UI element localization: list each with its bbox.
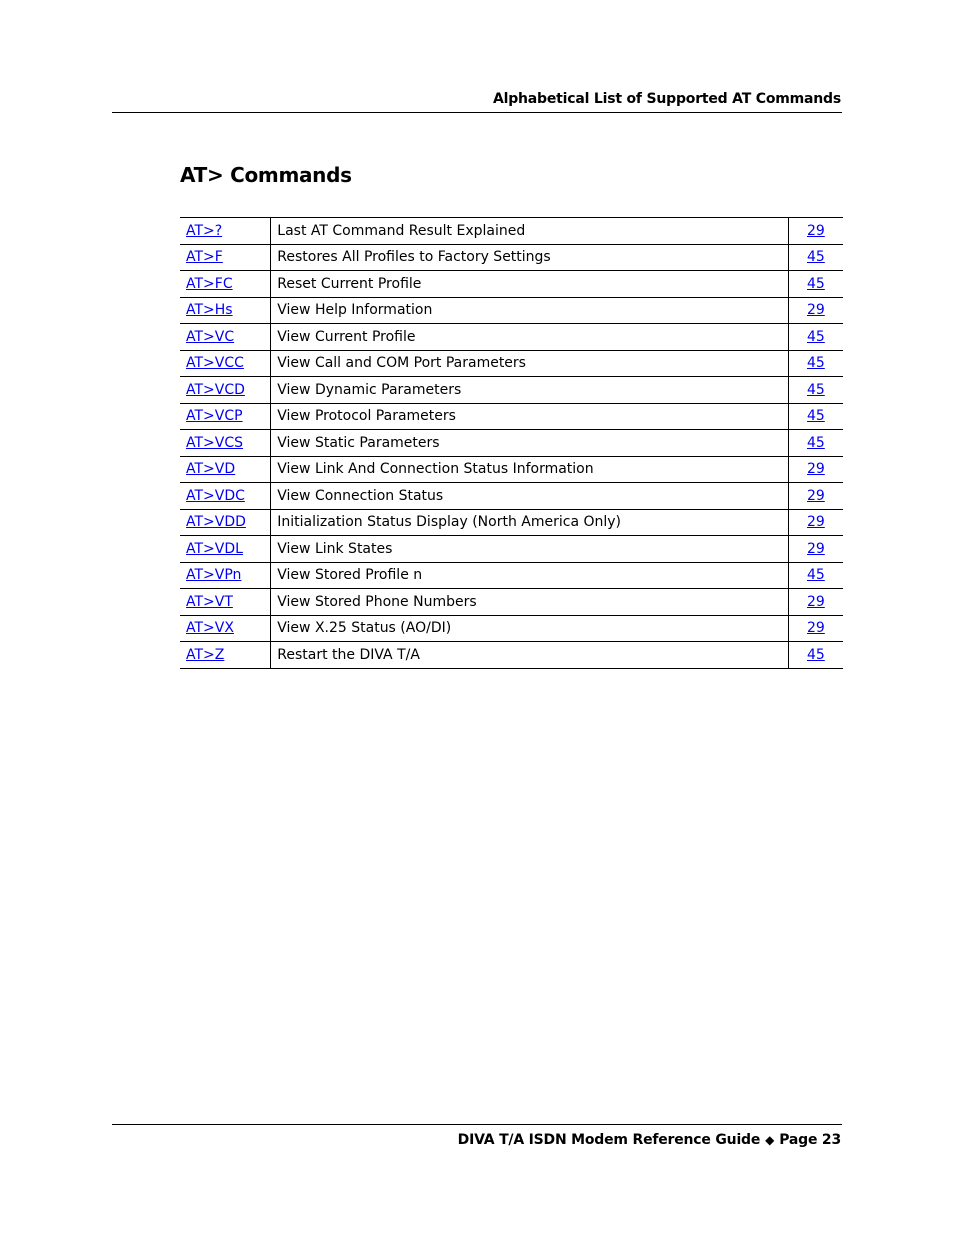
command-cell — [180, 536, 271, 563]
command-link[interactable]: AT>? — [186, 222, 223, 239]
table-row — [180, 218, 843, 245]
command-link[interactable]: AT>VCC — [186, 355, 244, 372]
page-cell — [788, 562, 843, 589]
table-row — [180, 456, 843, 483]
description-cell: View Static Parameters — [271, 430, 789, 457]
description-cell: View Link States — [271, 536, 789, 563]
table-row — [180, 244, 843, 271]
page-link[interactable]: 45 — [806, 275, 825, 292]
command-cell — [180, 430, 271, 457]
page-cell — [788, 218, 843, 245]
table-row — [180, 350, 843, 377]
table-row — [180, 509, 843, 536]
page-link[interactable]: 45 — [806, 567, 825, 584]
page-link[interactable]: 45 — [806, 249, 825, 266]
description-cell: View Link And Connection Status Information — [271, 456, 789, 483]
table-row — [180, 403, 843, 430]
description-cell: Restart the DIVA T/A — [271, 642, 789, 669]
footer-rule — [112, 1124, 842, 1125]
command-cell — [180, 297, 271, 324]
footer-guide-title: DIVA T/A ISDN Modem Reference Guide — [457, 1132, 761, 1148]
footer — [458, 1132, 841, 1148]
command-link[interactable]: AT>VCD — [186, 381, 245, 398]
command-link[interactable]: AT>VCP — [186, 408, 243, 425]
footer-page-number: Page 23 — [779, 1132, 841, 1148]
command-cell — [180, 562, 271, 589]
description-cell: View Call and COM Port Parameters — [271, 350, 789, 377]
description-cell: View Current Profile — [271, 324, 789, 351]
page-link[interactable]: 29 — [806, 593, 825, 610]
page-cell — [788, 456, 843, 483]
page-cell — [788, 297, 843, 324]
diamond-icon: ◆ — [765, 1133, 775, 1147]
table-row — [180, 297, 843, 324]
page-cell — [788, 403, 843, 430]
page-link[interactable]: 29 — [806, 222, 825, 239]
command-cell — [180, 403, 271, 430]
table-row — [180, 271, 843, 298]
description-cell: View Connection Status — [271, 483, 789, 510]
table-row — [180, 536, 843, 563]
command-cell — [180, 642, 271, 669]
description-cell: View Stored Phone Numbers — [271, 589, 789, 616]
at-commands-table — [180, 217, 843, 669]
header-rule — [112, 112, 842, 113]
command-cell — [180, 483, 271, 510]
page-link[interactable]: 29 — [806, 487, 825, 504]
description-cell: Reset Current Profile — [271, 271, 789, 298]
description-cell: View X.25 Status (AO/DI) — [271, 615, 789, 642]
page-cell — [788, 244, 843, 271]
table-row — [180, 562, 843, 589]
table-row — [180, 589, 843, 616]
command-cell — [180, 456, 271, 483]
command-link[interactable]: AT>VDL — [186, 540, 243, 557]
page-cell — [788, 271, 843, 298]
page-link[interactable]: 29 — [806, 540, 825, 557]
description-cell: Last AT Command Result Explained — [271, 218, 789, 245]
page-link[interactable]: 45 — [806, 381, 825, 398]
page-cell — [788, 509, 843, 536]
command-link[interactable]: AT>F — [186, 249, 223, 266]
command-link[interactable]: AT>VC — [186, 328, 235, 345]
description-cell: View Protocol Parameters — [271, 403, 789, 430]
page-cell — [788, 589, 843, 616]
description-cell: Initialization Status Display (North America Only) — [271, 509, 789, 536]
description-cell: Restores All Profiles to Factory Settings — [271, 244, 789, 271]
command-link[interactable]: AT>VX — [186, 620, 234, 637]
command-cell — [180, 244, 271, 271]
command-cell — [180, 218, 271, 245]
command-link[interactable]: AT>VDC — [186, 487, 245, 504]
description-cell: View Help Information — [271, 297, 789, 324]
page-cell — [788, 642, 843, 669]
description-cell: View Stored Profile n — [271, 562, 789, 589]
command-link[interactable]: AT>Z — [186, 646, 225, 663]
page-cell — [788, 350, 843, 377]
page-link[interactable]: 29 — [806, 461, 825, 478]
page-link[interactable]: 29 — [806, 620, 825, 637]
table-row — [180, 430, 843, 457]
command-cell — [180, 509, 271, 536]
page-link[interactable]: 45 — [806, 434, 825, 451]
page-link[interactable]: 45 — [806, 328, 825, 345]
command-cell — [180, 377, 271, 404]
page-cell — [788, 483, 843, 510]
page-cell — [788, 377, 843, 404]
page-cell — [788, 430, 843, 457]
page-cell — [788, 536, 843, 563]
page-cell — [788, 615, 843, 642]
table-row — [180, 642, 843, 669]
command-link[interactable]: AT>VCS — [186, 434, 244, 451]
command-cell — [180, 271, 271, 298]
section-title: AT> Commands — [180, 163, 352, 187]
command-cell — [180, 324, 271, 351]
page-link[interactable]: 29 — [806, 302, 825, 319]
command-link[interactable]: AT>VPn — [186, 567, 242, 584]
page-cell — [788, 324, 843, 351]
page-link[interactable]: 45 — [806, 355, 825, 372]
command-cell — [180, 615, 271, 642]
table-row — [180, 324, 843, 351]
command-link[interactable]: AT>Hs — [186, 302, 233, 319]
command-cell — [180, 350, 271, 377]
table-row — [180, 377, 843, 404]
command-link[interactable]: AT>VDD — [186, 514, 246, 531]
page-link[interactable]: 29 — [806, 514, 825, 531]
command-link[interactable]: AT>VD — [186, 461, 236, 478]
running-header: Alphabetical List of Supported AT Commands — [492, 91, 841, 107]
table-row — [180, 483, 843, 510]
description-cell: View Dynamic Parameters — [271, 377, 789, 404]
page-link[interactable]: 45 — [806, 646, 825, 663]
table-row — [180, 615, 843, 642]
command-link[interactable]: AT>FC — [186, 275, 233, 292]
command-cell — [180, 589, 271, 616]
command-link[interactable]: AT>VT — [186, 593, 233, 610]
page-link[interactable]: 45 — [806, 408, 825, 425]
